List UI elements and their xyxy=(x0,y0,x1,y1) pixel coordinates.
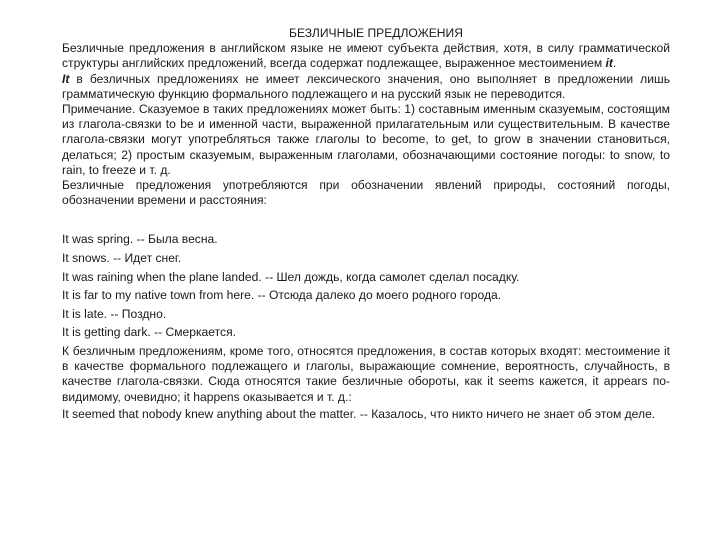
document-body xyxy=(62,26,670,422)
example-line: It is late. -- Поздно. xyxy=(62,306,167,321)
paragraph-note: Примечание. Сказуемое в таких предложениях может быть: 1) составным именным сказуемым, состоящим из глагола-связки to be и именной части, выраженной прилагательным или существительным. В качестве глагола-связки могут употребляться также глаголы to become, to get, to grow в значении становиться, делаться; 2) простым сказуемым, выраженным глаголами, обозначающими состояние погоды: to snow, to rain, to freeze и т. д. xyxy=(62,102,670,177)
paragraph-final-example: It seemed that nobody knew anything about the matter. -- Казалось, что никто ничего не знает об этом деле. xyxy=(62,406,656,421)
paragraph-intro-end: . xyxy=(612,56,617,71)
paragraph-intro-text: Безличные предложения в английском языке не имеют субъекта действия, хотя, в силу грамматической структуры английских предложений, всегда содержат подлежащее, выраженное местоимением xyxy=(62,41,670,71)
emphasis-it: it xyxy=(605,56,613,71)
example-line: It snows. -- Идет снег. xyxy=(62,251,182,266)
paragraph-it-meaning-text: в безличных предложениях не имеет лексического значения, оно выполняет в предложении лишь грамматическую функцию формального подлежащего и на русский язык не переводится. xyxy=(62,71,670,101)
paragraph-usage: Безличные предложения употребляются при обозначении явлений природы, состояний погоды, обозначении времени и расстояния: xyxy=(62,178,670,208)
document-title: БЕЗЛИЧНЫЕ ПРЕДЛОЖЕНИЯ xyxy=(289,26,463,40)
emphasis-it-capital: It xyxy=(62,71,70,86)
paragraph-it-meaning xyxy=(62,72,670,102)
example-line: It was spring. -- Была весна. xyxy=(62,232,218,247)
examples-list xyxy=(62,230,670,342)
example-line: It was raining when the plane landed. -- Шел дождь, когда самолет сделал посадку. xyxy=(62,269,520,284)
blank-line xyxy=(62,208,670,230)
paragraph-impersonal-phrases: К безличным предложениям, кроме того, относятся предложения, в состав которых входят: местоимение it в качестве формального подлежащего и глаголы, выражающие сомнение, вероятность, случайность, в качестве глагола-связки. Сюда относятся такие безличные обороты, как it seems кажется, it appears по-видимому, очевидно; it happens оказывается и т. д.: xyxy=(62,344,670,404)
example-line: It is far to my native town from here. -- Отсюда далеко до моего родного города. xyxy=(62,288,502,303)
example-line: It is getting dark. -- Смеркается. xyxy=(62,325,236,340)
paragraph-intro xyxy=(62,41,670,71)
